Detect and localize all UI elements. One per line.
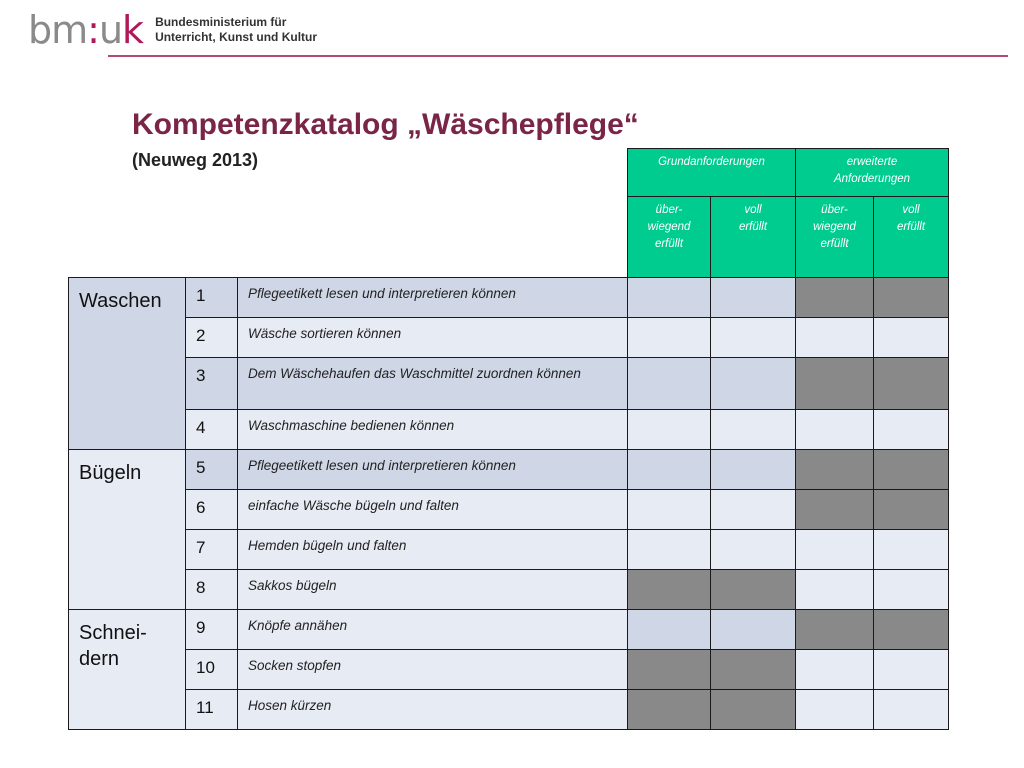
task-label: Dem Wäschehaufen das Waschmittel zuordnen können [238,358,628,410]
cell [711,278,796,318]
cell [796,570,874,610]
row-number: 4 [186,410,238,450]
cell [628,450,711,490]
area-schneidern: Schnei-dern [69,610,186,730]
cell [711,570,796,610]
cell [711,410,796,450]
cell [711,690,796,730]
cell [711,318,796,358]
cell [796,358,874,410]
table-row [69,530,949,570]
cell [628,358,711,410]
cell [796,410,874,450]
row-number: 5 [186,450,238,490]
table-row [69,690,949,730]
row-number: 1 [186,278,238,318]
task-label: Wäsche sortieren können [238,318,628,358]
cell [796,450,874,490]
cell [874,650,949,690]
header-basic-requirements: Grundanforderungen [628,149,796,197]
cell [796,278,874,318]
cell [711,358,796,410]
task-label: Hosen kürzen [238,690,628,730]
row-number: 9 [186,610,238,650]
row-number: 2 [186,318,238,358]
task-label: Waschmaschine bedienen können [238,410,628,450]
cell [628,610,711,650]
cell [796,530,874,570]
header-basic-mostly-fulfilled: über-wiegend erfüllt [628,197,711,278]
header-extended-requirements: erweiterte Anforderungen [796,149,949,197]
cell [874,690,949,730]
area-buegeln: Bügeln [69,450,186,610]
cell [628,410,711,450]
cell [796,610,874,650]
table-row [69,490,949,530]
cell [874,490,949,530]
cell [796,690,874,730]
cell [711,530,796,570]
table-row [69,450,949,490]
cell [711,610,796,650]
cell [711,650,796,690]
task-label: Pflegeetikett lesen und interpretieren können [238,278,628,318]
page-subtitle: (Neuweg 2013) [132,150,259,170]
cell [874,570,949,610]
cell [628,570,711,610]
row-number: 6 [186,490,238,530]
table-row [69,610,949,650]
cell [874,358,949,410]
cell [711,450,796,490]
header-divider [108,55,1008,57]
cell [628,650,711,690]
cell [874,610,949,650]
cell [628,690,711,730]
header-extended-mostly-fulfilled: über-wiegend erfüllt [796,197,874,278]
task-label: Pflegeetikett lesen und interpretieren können [238,450,628,490]
cell [628,490,711,530]
ministry-name-line2: Unterricht, Kunst und Kultur [155,30,318,44]
cell [874,318,949,358]
cell [628,278,711,318]
task-label: einfache Wäsche bügeln und falten [238,490,628,530]
row-number: 10 [186,650,238,690]
cell [628,318,711,358]
header-extended-fully-fulfilled: voll erfüllt [874,197,949,278]
table-row [69,410,949,450]
ministry-name [155,15,317,45]
task-label: Sakkos bügeln [238,570,628,610]
page-title: Kompetenzkatalog „Wäschepflege“ [132,108,639,141]
task-label: Socken stopfen [238,650,628,690]
row-number: 11 [186,690,238,730]
cell [796,318,874,358]
cell [796,650,874,690]
table-row [69,570,949,610]
table-row [69,650,949,690]
row-number: 7 [186,530,238,570]
row-number: 3 [186,358,238,410]
area-waschen: Waschen [69,278,186,450]
header-basic-fully-fulfilled: voll erfüllt [711,197,796,278]
table-row [69,278,949,318]
cell [874,278,949,318]
cell [711,490,796,530]
cell [796,490,874,530]
ministry-logo [28,10,317,50]
ministry-name-line1: Bundesministerium für [155,15,287,29]
task-label: Knöpfe annähen [238,610,628,650]
table-row [69,358,949,410]
competence-table [68,148,949,730]
logo-mark: bm:uk [28,8,144,52]
cell [628,530,711,570]
cell [874,410,949,450]
task-label: Hemden bügeln und falten [238,530,628,570]
row-number: 8 [186,570,238,610]
table-row [69,318,949,358]
cell [874,450,949,490]
cell [874,530,949,570]
